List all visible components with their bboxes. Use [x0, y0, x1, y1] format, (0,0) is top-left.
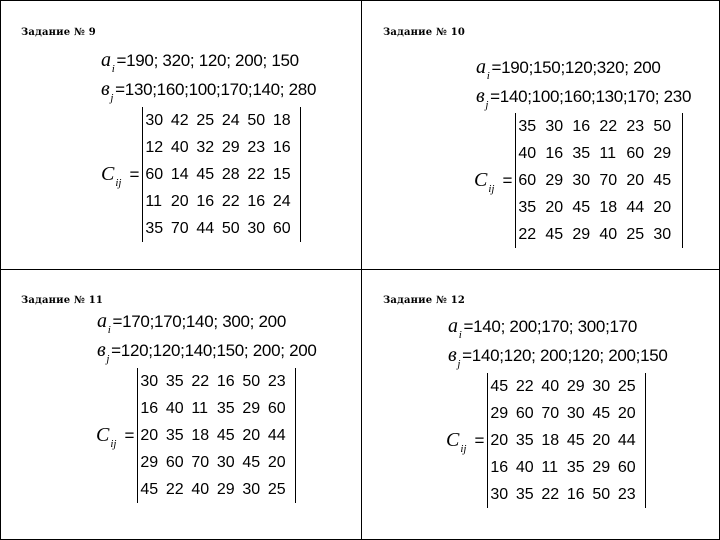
- supply-subscript: i: [486, 70, 490, 82]
- matrix-cell: 30: [216, 453, 235, 471]
- cost-subscript: ij: [488, 183, 495, 195]
- equals-sign: =: [112, 312, 123, 331]
- cost-symbol: [101, 163, 123, 189]
- matrix-cell: 70: [191, 453, 210, 471]
- supply-values: 190; 320; 120; 200; 150: [126, 51, 299, 70]
- matrix-cell: 70: [170, 219, 189, 237]
- matrix-cell: 18: [272, 111, 291, 129]
- matrix-cell: 16: [566, 485, 585, 503]
- cost-symbol-letter: C: [474, 169, 488, 191]
- matrix-cell: 30: [545, 117, 564, 135]
- equals-sign: =: [124, 425, 135, 445]
- matrix-cell: 50: [592, 485, 611, 503]
- matrix-cell: 23: [626, 117, 645, 135]
- equals-sign: =: [111, 341, 121, 360]
- matrix-cell: 29: [216, 480, 235, 498]
- matrix-cell: 60: [267, 399, 286, 417]
- matrix-cell: 44: [267, 426, 286, 444]
- matrix-row: [518, 113, 680, 140]
- matrix-cell: 30: [592, 377, 611, 395]
- supply-subscript: i: [458, 329, 462, 341]
- cost-symbol-letter: C: [96, 424, 110, 446]
- matrix-cell: 20: [267, 453, 286, 471]
- matrix-cell: 22: [191, 372, 210, 390]
- matrix-cell: 30: [247, 219, 266, 237]
- cost-symbol: [96, 424, 118, 450]
- matrix-cell: 11: [599, 144, 617, 162]
- equals-sign: =: [115, 80, 125, 99]
- cost-symbol-letter: C: [446, 429, 460, 451]
- matrix-cell: 20: [140, 426, 159, 444]
- cost-subscript: ij: [115, 177, 122, 189]
- task-title: Задание № 9: [21, 27, 96, 38]
- matrix-row: [140, 368, 293, 395]
- cost-subscript: ij: [460, 443, 467, 455]
- matrix-cell: 60: [165, 453, 184, 471]
- matrix-cell: 30: [140, 372, 159, 390]
- demand-subscript: j: [457, 358, 461, 370]
- matrix-cell: 16: [545, 144, 564, 162]
- supply-equation: [476, 56, 661, 82]
- matrix-cell: 29: [566, 377, 585, 395]
- matrix-cell: 25: [196, 111, 215, 129]
- supply-values: 170;170;140; 300; 200: [122, 312, 286, 331]
- demand-equation: [101, 78, 317, 104]
- matrix-cell: 35: [515, 485, 534, 503]
- matrix-row: [490, 427, 643, 454]
- cost-symbol: [474, 169, 496, 195]
- demand-values: 120;120;140;150; 200; 200: [120, 341, 317, 360]
- matrix-cell: 22: [599, 117, 618, 135]
- matrix-cell: 23: [617, 485, 636, 503]
- matrix-cell: 30: [572, 171, 591, 189]
- matrix-cell: 22: [518, 225, 537, 243]
- matrix-cell: 35: [515, 431, 534, 449]
- matrix-cell: 29: [653, 144, 672, 162]
- matrix-row: [140, 449, 293, 476]
- matrix-row: [140, 395, 293, 422]
- matrix-cell: 42: [170, 111, 189, 129]
- matrix-cell: 23: [267, 372, 286, 390]
- cost-symbol-letter: C: [101, 163, 115, 185]
- task-card-9: [0, 0, 362, 270]
- matrix-cell: 50: [242, 372, 261, 390]
- matrix-cell: 29: [242, 399, 261, 417]
- matrix-row: [145, 188, 298, 215]
- equals-sign: =: [502, 170, 513, 190]
- cost-matrix: [142, 107, 301, 242]
- equals-sign: =: [462, 346, 472, 365]
- matrix-cell: 60: [515, 404, 534, 422]
- matrix-row: [140, 422, 293, 449]
- demand-values: 140;120; 200;120; 200;150: [471, 346, 668, 365]
- equals-sign: =: [129, 164, 140, 184]
- matrix-cell: 44: [626, 198, 645, 216]
- matrix-cell: 35: [145, 219, 164, 237]
- cost-matrix-block: [101, 107, 301, 242]
- matrix-cell: 24: [272, 192, 291, 210]
- matrix-cell: 22: [221, 192, 240, 210]
- matrix-row: [518, 140, 680, 167]
- matrix-cell: 16: [140, 399, 159, 417]
- matrix-row: [490, 481, 643, 508]
- supply-values: 140; 200;170; 300;170: [473, 317, 637, 336]
- matrix-row: [145, 107, 298, 134]
- matrix-cell: 20: [242, 426, 261, 444]
- matrix-cell: 45: [196, 165, 215, 183]
- matrix-cell: 45: [572, 198, 591, 216]
- matrix-cell: 16: [216, 372, 235, 390]
- matrix-cell: 16: [572, 117, 591, 135]
- demand-symbol: в: [448, 344, 457, 366]
- matrix-row: [490, 454, 643, 481]
- matrix-cell: 30: [490, 485, 509, 503]
- supply-symbol: a: [448, 315, 458, 337]
- matrix-cell: 11: [191, 399, 209, 417]
- matrix-cell: 18: [541, 431, 560, 449]
- matrix-cell: 45: [545, 225, 564, 243]
- matrix-cell: 12: [145, 138, 164, 156]
- cost-subscript: ij: [110, 438, 117, 450]
- matrix-cell: 45: [490, 377, 509, 395]
- matrix-cell: 20: [617, 404, 636, 422]
- matrix-cell: 20: [545, 198, 564, 216]
- demand-equation: [97, 339, 317, 365]
- cost-matrix: [515, 113, 683, 248]
- matrix-cell: 40: [165, 399, 184, 417]
- matrix-cell: 35: [165, 426, 184, 444]
- task-title: Задание № 10: [383, 27, 466, 38]
- cost-matrix-block: [474, 113, 683, 248]
- matrix-cell: 35: [165, 372, 184, 390]
- supply-symbol: a: [476, 56, 486, 78]
- matrix-cell: 29: [140, 453, 159, 471]
- matrix-cell: 30: [242, 480, 261, 498]
- demand-subscript: j: [106, 353, 110, 365]
- equals-sign: =: [116, 51, 127, 70]
- demand-symbol: в: [97, 339, 106, 361]
- supply-symbol: a: [97, 310, 107, 332]
- matrix-cell: 60: [617, 458, 636, 476]
- matrix-cell: 29: [490, 404, 509, 422]
- supply-values: 190;150;120;320; 200: [501, 58, 661, 77]
- matrix-cell: 44: [196, 219, 215, 237]
- matrix-cell: 22: [165, 480, 184, 498]
- matrix-cell: 16: [272, 138, 291, 156]
- equals-sign: =: [490, 87, 500, 106]
- supply-equation: [97, 310, 286, 336]
- equals-sign: =: [463, 317, 474, 336]
- demand-symbol: в: [476, 85, 485, 107]
- matrix-row: [518, 194, 680, 221]
- matrix-row: [140, 476, 293, 503]
- matrix-row: [518, 221, 680, 248]
- matrix-cell: 25: [617, 377, 636, 395]
- matrix-cell: 60: [272, 219, 291, 237]
- matrix-cell: 45: [592, 404, 611, 422]
- matrix-cell: 29: [221, 138, 240, 156]
- matrix-cell: 16: [490, 458, 509, 476]
- task-title: Задание № 11: [21, 295, 104, 306]
- matrix-cell: 45: [653, 171, 672, 189]
- matrix-cell: 25: [267, 480, 286, 498]
- matrix-row: [490, 373, 643, 400]
- matrix-cell: 22: [541, 485, 560, 503]
- matrix-cell: 40: [191, 480, 210, 498]
- demand-values: 140;100;160;130;170; 230: [499, 87, 692, 106]
- matrix-cell: 35: [518, 198, 537, 216]
- matrix-row: [145, 215, 298, 242]
- matrix-row: [145, 134, 298, 161]
- matrix-cell: 60: [145, 165, 164, 183]
- matrix-cell: 45: [242, 453, 261, 471]
- matrix-cell: 22: [247, 165, 266, 183]
- matrix-cell: 35: [518, 117, 537, 135]
- supply-equation: [101, 49, 299, 75]
- matrix-cell: 30: [653, 225, 672, 243]
- equals-sign: =: [474, 430, 485, 450]
- matrix-cell: 22: [515, 377, 534, 395]
- matrix-cell: 30: [566, 404, 585, 422]
- matrix-cell: 29: [592, 458, 611, 476]
- matrix-cell: 40: [599, 225, 618, 243]
- matrix-cell: 45: [566, 431, 585, 449]
- matrix-cell: 50: [653, 117, 672, 135]
- cost-matrix: [137, 368, 296, 503]
- cost-matrix-block: [446, 373, 646, 508]
- demand-values: 130;160;100;170;140; 280: [124, 80, 317, 99]
- matrix-cell: 28: [221, 165, 240, 183]
- matrix-cell: 25: [626, 225, 645, 243]
- matrix-cell: 40: [170, 138, 189, 156]
- matrix-row: [518, 167, 680, 194]
- matrix-row: [145, 161, 298, 188]
- demand-subscript: j: [485, 99, 489, 111]
- demand-equation: [476, 85, 692, 111]
- demand-equation: [448, 344, 668, 370]
- matrix-cell: 70: [541, 404, 560, 422]
- matrix-cell: 20: [626, 171, 645, 189]
- matrix-cell: 23: [247, 138, 266, 156]
- task-card-10: [361, 0, 720, 270]
- matrix-cell: 44: [617, 431, 636, 449]
- matrix-cell: 40: [541, 377, 560, 395]
- matrix-cell: 15: [272, 165, 291, 183]
- matrix-cell: 32: [196, 138, 215, 156]
- matrix-cell: 40: [515, 458, 534, 476]
- supply-equation: [448, 315, 637, 341]
- matrix-cell: 20: [592, 431, 611, 449]
- matrix-cell: 60: [626, 144, 645, 162]
- equals-sign: =: [491, 58, 502, 77]
- matrix-cell: 20: [170, 192, 189, 210]
- cost-matrix: [487, 373, 646, 508]
- matrix-cell: 35: [566, 458, 585, 476]
- demand-symbol: в: [101, 78, 110, 100]
- matrix-cell: 18: [599, 198, 618, 216]
- supply-subscript: i: [107, 324, 111, 336]
- matrix-cell: 40: [518, 144, 537, 162]
- matrix-cell: 16: [247, 192, 266, 210]
- task-title: Задание № 12: [383, 295, 466, 306]
- matrix-cell: 24: [221, 111, 240, 129]
- matrix-cell: 45: [140, 480, 159, 498]
- matrix-cell: 35: [216, 399, 235, 417]
- matrix-cell: 18: [191, 426, 210, 444]
- demand-subscript: j: [110, 92, 114, 104]
- matrix-cell: 20: [653, 198, 672, 216]
- matrix-cell: 29: [545, 171, 564, 189]
- matrix-cell: 30: [145, 111, 164, 129]
- task-card-11: [0, 269, 362, 540]
- supply-subscript: i: [111, 63, 115, 75]
- matrix-cell: 35: [572, 144, 591, 162]
- matrix-cell: 14: [170, 165, 189, 183]
- task-card-12: [361, 269, 720, 540]
- matrix-cell: 50: [221, 219, 240, 237]
- matrix-cell: 60: [518, 171, 537, 189]
- matrix-cell: 16: [196, 192, 215, 210]
- matrix-cell: 29: [572, 225, 591, 243]
- cost-matrix-block: [96, 368, 296, 503]
- matrix-row: [490, 400, 643, 427]
- supply-symbol: a: [101, 49, 111, 71]
- matrix-cell: 11: [145, 192, 163, 210]
- matrix-cell: 45: [216, 426, 235, 444]
- matrix-cell: 50: [247, 111, 266, 129]
- matrix-cell: 70: [599, 171, 618, 189]
- matrix-cell: 20: [490, 431, 509, 449]
- cost-symbol: [446, 429, 468, 455]
- matrix-cell: 11: [541, 458, 559, 476]
